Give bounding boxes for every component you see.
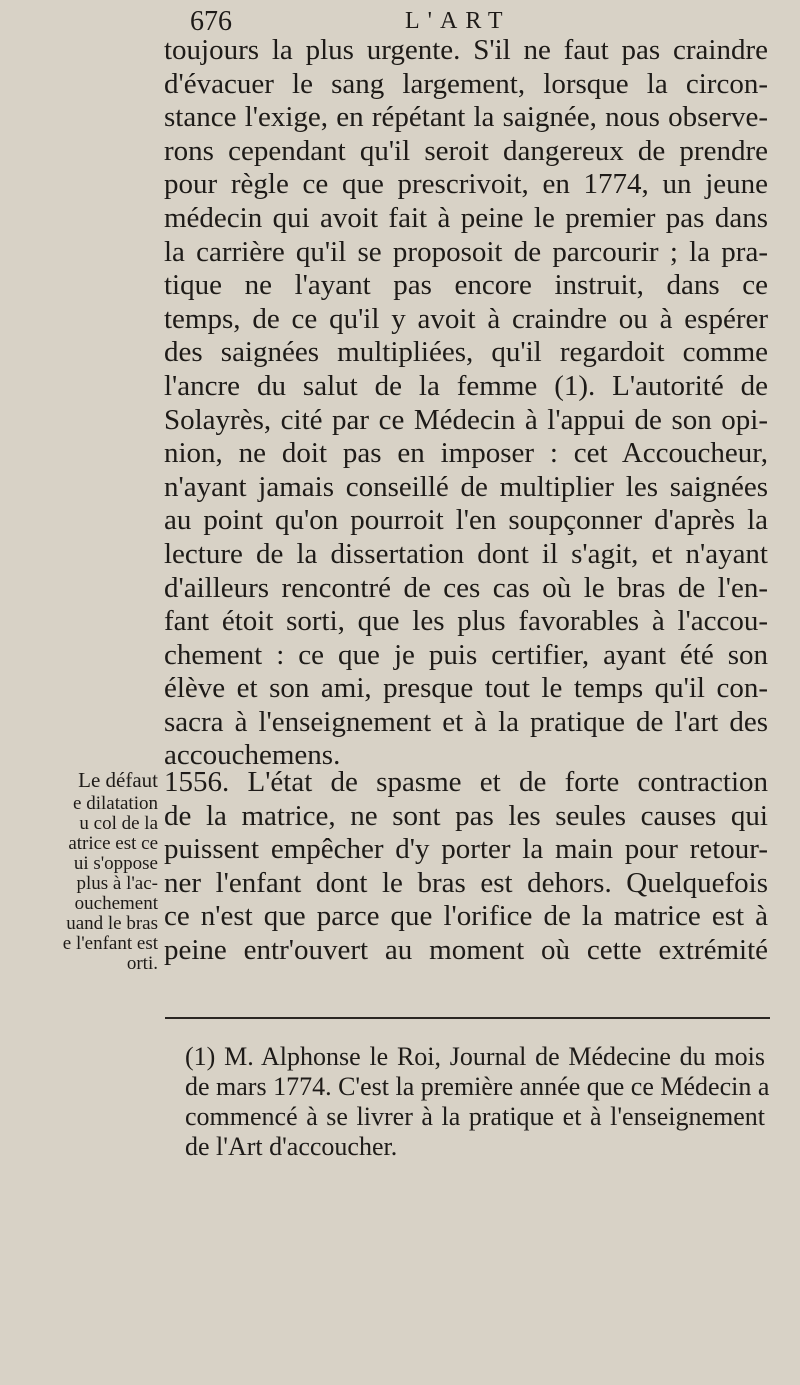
text-line: ce n'est que parce que l'orifice de la matrice est à — [164, 900, 768, 933]
text-line: 1556. L'état de spasme et de forte contraction — [164, 766, 768, 798]
text-line: e dilatation — [73, 793, 158, 814]
text-line: la carrière qu'il se proposoit de parcourir ; la pra- — [164, 235, 768, 268]
text-line: uand le bras — [66, 913, 158, 934]
paragraph-1 — [164, 34, 768, 773]
text-line: (1) M. Alphonse le Roi, Journal de Médecine du mois — [185, 1042, 765, 1071]
text-line: plus à l'ac- — [76, 873, 158, 894]
text-line: tique ne l'ayant pas encore instruit, dans ce — [164, 269, 768, 302]
text-line: de la matrice, ne sont pas les seules causes qui — [164, 799, 768, 832]
text-line: accouchemens. — [164, 739, 341, 772]
text-line: lecture de la dissertation dont il s'agit, et n'ayant — [164, 537, 768, 570]
running-title: L'ART — [405, 8, 511, 34]
text-line: chement : ce que je puis certifier, ayant été son — [164, 638, 768, 671]
text-line: d'évacuer le sang largement, lorsque la circon- — [164, 67, 768, 100]
text-line: de l'Art d'accoucher. — [185, 1132, 398, 1161]
text-line: toujours la plus urgente. S'il ne faut pas craindre — [164, 34, 768, 66]
paragraph-1556 — [164, 766, 768, 968]
text-line: rons cependant qu'il seroit dangereux de prendre — [164, 134, 768, 167]
text-line: n'ayant jamais conseillé de multiplier les saignées — [164, 470, 768, 503]
text-line: pour règle ce que prescrivoit, en 1774, un jeune — [164, 168, 768, 201]
text-line: fant étoit sorti, que les plus favorables à l'accou- — [164, 605, 768, 638]
text-line: ner l'enfant dont le bras est dehors. Quelquefois — [164, 866, 768, 899]
text-line: ouchement — [74, 893, 158, 914]
text-line: commencé à se livrer à la pratique et à l'enseignement — [185, 1102, 765, 1131]
text-line: élève et son ami, presque tout le temps qu'il con- — [164, 672, 768, 705]
text-line: peine entr'ouvert au moment où cette extrémité — [164, 933, 768, 966]
text-line: des saignées multipliées, qu'il regardoit comme — [164, 336, 768, 369]
text-line: au point qu'on pourroit l'en soupçonner d'après la — [164, 504, 768, 537]
text-line: ui s'oppose — [73, 853, 158, 874]
margin-note — [0, 766, 158, 974]
text-line: de mars 1774. C'est la première année que ce Médecin a — [185, 1072, 770, 1101]
text-line: Le défaut — [78, 768, 158, 792]
text-line: nion, ne doit pas en imposer : cet Accoucheur, — [164, 437, 768, 470]
text-line: médecin qui avoit fait à peine le premier pas dans — [164, 201, 768, 234]
text-line: stance l'exige, en répétant la saignée, nous observe- — [164, 101, 768, 134]
text-line: atrice est ce — [68, 833, 158, 854]
text-line: puissent empêcher d'y porter la main pour retour- — [164, 833, 768, 866]
text-line: orti. — [126, 953, 158, 974]
footnote-rule — [165, 1017, 770, 1019]
page-number: 676 — [190, 6, 232, 37]
footnote — [185, 1042, 770, 1162]
text-line: temps, de ce qu'il y avoit à craindre ou à espérer — [164, 302, 768, 335]
text-line: d'ailleurs rencontré de ces cas où le bras de l'en- — [164, 571, 768, 604]
text-line: Solayrès, cité par ce Médecin à l'appui de son opi- — [164, 403, 768, 436]
text-line: l'ancre du salut de la femme (1). L'autorité de — [164, 369, 768, 402]
text-line: sacra à l'enseignement et à la pratique de l'art des — [164, 705, 768, 738]
text-line: u col de la — [79, 813, 158, 834]
text-line: e l'enfant est — [62, 933, 158, 954]
